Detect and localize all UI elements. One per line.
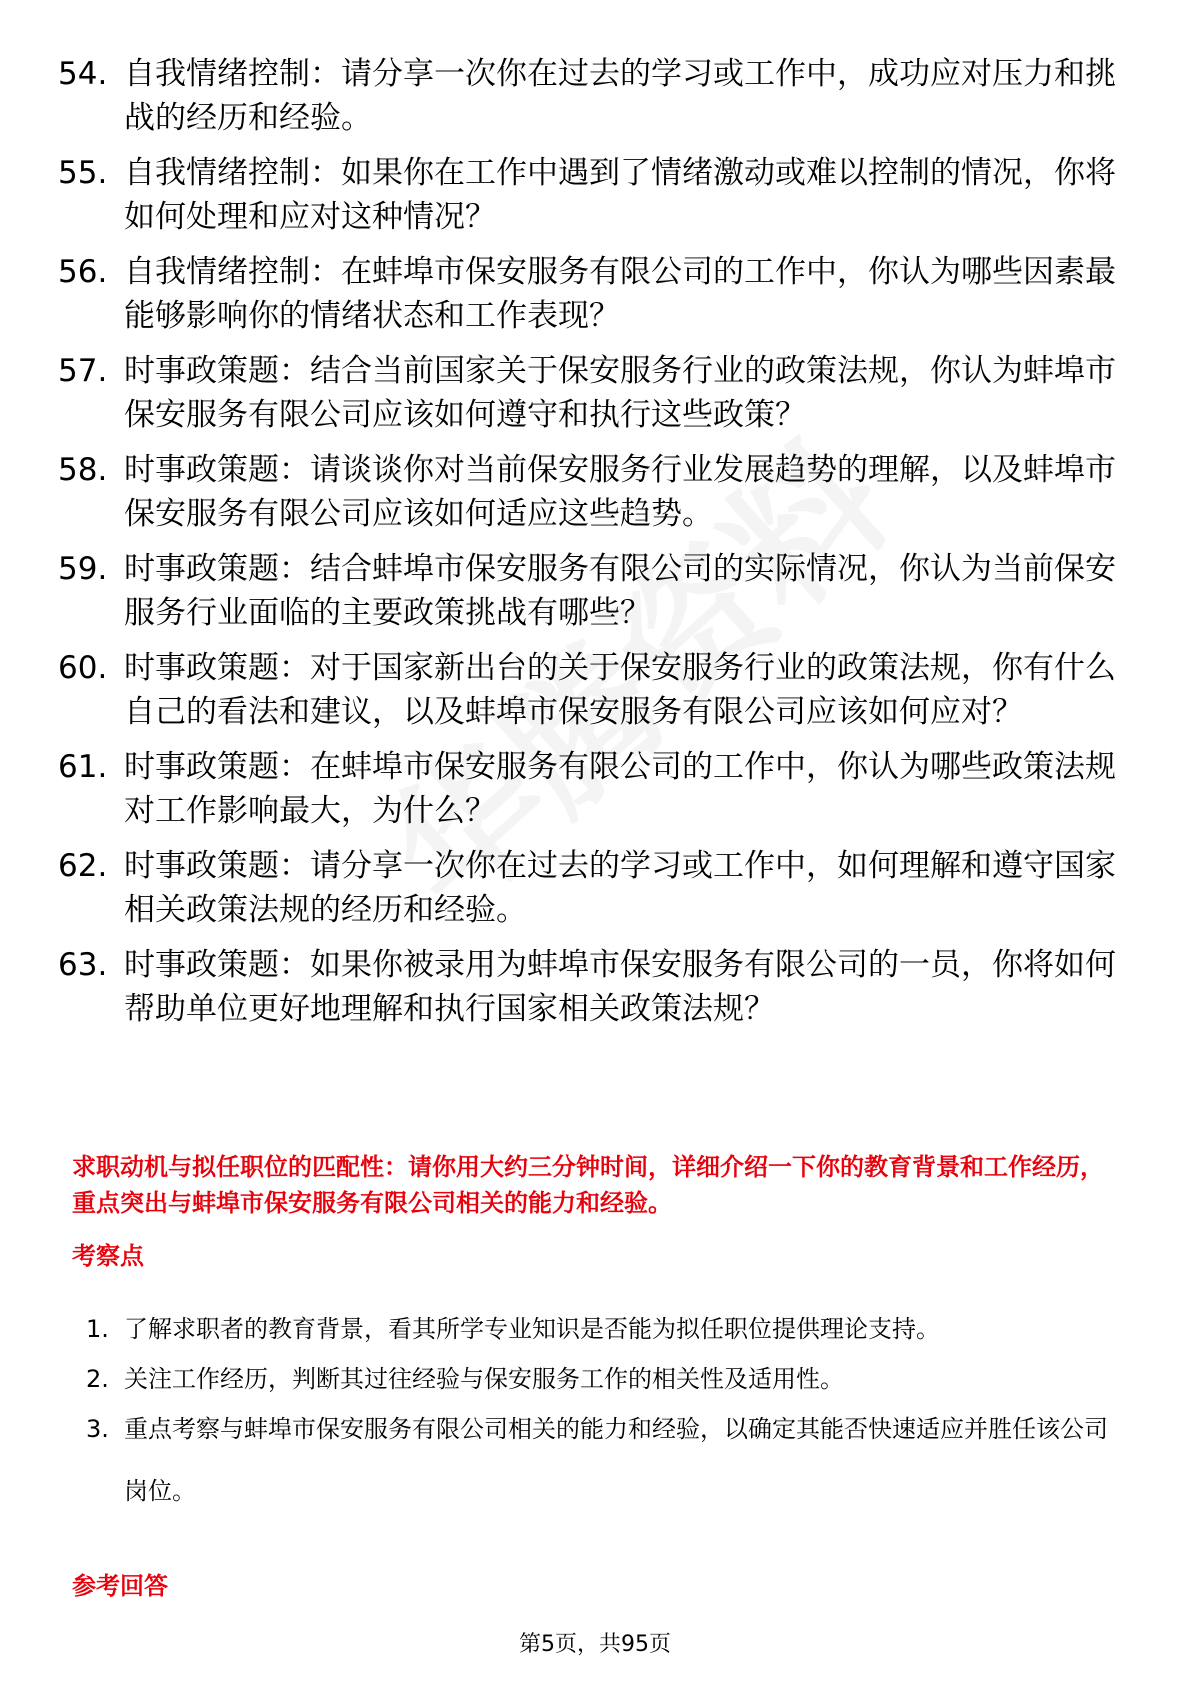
question-number: 63. bbox=[58, 947, 108, 983]
question-text: 时事政策题：如果你被录用为蚌埠市保安服务有限公司的一员，你将如何帮助单位更好地理解和执行国家相关政策法规？ bbox=[124, 947, 1116, 1027]
question-number: 57. bbox=[58, 353, 108, 389]
question-number: 58. bbox=[58, 452, 108, 488]
question-list bbox=[58, 52, 1118, 1042]
kaocha-label: 考察点 bbox=[72, 1242, 144, 1270]
question-number: 62. bbox=[58, 848, 108, 884]
question-number: 59. bbox=[58, 551, 108, 587]
question-text: 时事政策题：在蚌埠市保安服务有限公司的工作中，你认为哪些政策法规对工作影响最大，为什么？ bbox=[124, 749, 1116, 829]
question-number: 61. bbox=[58, 749, 108, 785]
list-item bbox=[58, 646, 1118, 734]
list-item bbox=[86, 1411, 1116, 1522]
list-item bbox=[58, 151, 1118, 239]
point-number: 1. bbox=[86, 1315, 109, 1343]
list-item bbox=[58, 943, 1118, 1031]
point-number: 3. bbox=[86, 1415, 109, 1443]
question-text: 时事政策题：对于国家新出台的关于保安服务行业的政策法规，你有什么自己的看法和建议，以及蚌埠市保安服务有限公司应该如何应对？ bbox=[124, 650, 1116, 730]
question-number: 54. bbox=[58, 56, 108, 92]
point-number: 2. bbox=[86, 1365, 109, 1393]
list-item bbox=[86, 1311, 1116, 1347]
list-item bbox=[58, 547, 1118, 635]
point-text: 关注工作经历，判断其过往经验与保安服务工作的相关性及适用性。 bbox=[124, 1365, 844, 1393]
point-text: 重点考察与蚌埠市保安服务有限公司相关的能力和经验，以确定其能否快速适应并胜任该公司岗位。 bbox=[124, 1415, 1108, 1505]
question-text: 自我情绪控制：如果你在工作中遇到了情绪激动或难以控制的情况，你将如何处理和应对这种情况？ bbox=[124, 155, 1116, 235]
list-item bbox=[58, 844, 1118, 932]
question-text: 自我情绪控制：在蚌埠市保安服务有限公司的工作中，你认为哪些因素最能够影响你的情绪状态和工作表现？ bbox=[124, 254, 1116, 334]
list-item bbox=[58, 745, 1118, 833]
list-item bbox=[58, 250, 1118, 338]
question-number: 60. bbox=[58, 650, 108, 686]
question-text: 时事政策题：请分享一次你在过去的学习或工作中，如何理解和遵守国家相关政策法规的经历和经验。 bbox=[124, 848, 1116, 928]
reference-label: 参考回答 bbox=[72, 1572, 168, 1600]
question-number: 56. bbox=[58, 254, 108, 290]
question-text: 自我情绪控制：请分享一次你在过去的学习或工作中，成功应对压力和挑战的经历和经验。 bbox=[124, 56, 1116, 136]
question-text: 时事政策题：结合蚌埠市保安服务有限公司的实际情况，你认为当前保安服务行业面临的主要政策挑战有哪些？ bbox=[124, 551, 1116, 631]
question-number: 55. bbox=[58, 155, 108, 191]
list-item bbox=[86, 1361, 1116, 1397]
question-text: 时事政策题：结合当前国家关于保安服务行业的政策法规，你认为蚌埠市保安服务有限公司应该如何遵守和执行这些政策？ bbox=[124, 353, 1116, 433]
list-item bbox=[58, 52, 1118, 140]
page-footer: 第5页，共95页 bbox=[519, 1632, 671, 1657]
list-item bbox=[58, 448, 1118, 536]
list-item bbox=[58, 349, 1118, 437]
section-heading: 求职动机与拟任职位的匹配性：请你用大约三分钟时间，详细介绍一下你的教育背景和工作经历，重点突出与蚌埠市保安服务有限公司相关的能力和经验。 bbox=[72, 1153, 1104, 1217]
question-text: 时事政策题：请谈谈你对当前保安服务行业发展趋势的理解，以及蚌埠市保安服务有限公司应该如何适应这些趋势。 bbox=[124, 452, 1116, 532]
points-list bbox=[86, 1311, 1116, 1522]
point-text: 了解求职者的教育背景，看其所学专业知识是否能为拟任职位提供理论支持。 bbox=[124, 1315, 940, 1343]
